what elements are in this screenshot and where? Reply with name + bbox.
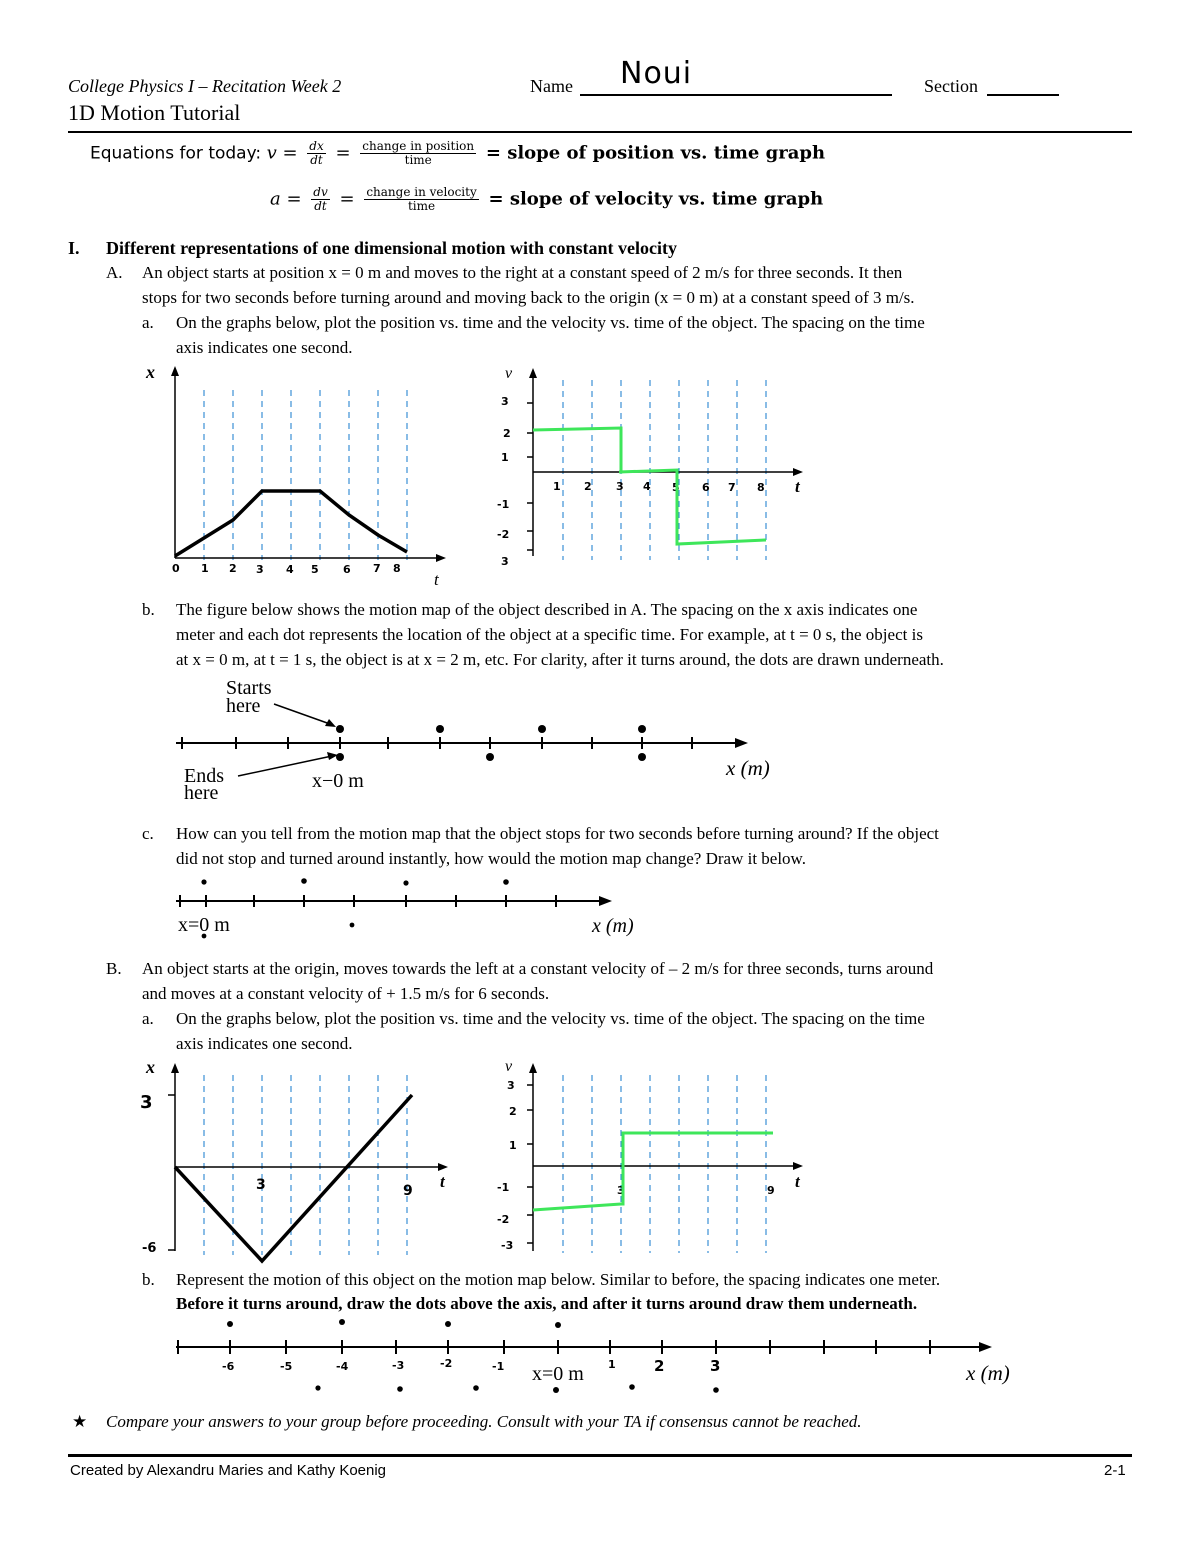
ttick-8: 8 <box>757 481 765 494</box>
graph-B-position <box>140 1055 460 1270</box>
footer-credit: Created by Alexandru Maries and Kathy Koenig <box>70 1462 387 1479</box>
frac-den: time <box>404 153 432 167</box>
xlabel-9: 9 <box>767 1184 775 1197</box>
vtick-m3: -3 <box>501 1239 514 1252</box>
part-Ab-line2: meter and each dot represents the location of the object at a specific time. For example, at t = 0 s, the object is <box>176 625 923 644</box>
x0-label: x=0 m <box>178 914 230 936</box>
lbl-3: 3 <box>710 1357 721 1375</box>
part-A-line1: An object starts at position x = 0 m and moves to the right at a constant speed of 2 m/s for three seconds. It then <box>142 263 903 282</box>
dx-dt <box>307 140 325 167</box>
lbl-m5: -5 <box>280 1360 293 1373</box>
v-rhs: = slope of position vs. time graph <box>485 142 826 164</box>
dashed-gridlines <box>563 1075 766 1253</box>
t-tick-labels <box>553 480 765 494</box>
vtick-2: 2 <box>509 1105 517 1118</box>
part-Ac-line1: How can you tell from the motion map that the object stops for two seconds before turning around? If the object <box>176 824 939 843</box>
vtick-m2: -2 <box>497 1213 510 1226</box>
tick-4: 4 <box>286 563 294 576</box>
vtick-m2: -2 <box>497 528 510 541</box>
motion-map-A <box>170 672 790 807</box>
number-line-arrow <box>599 896 612 906</box>
dt: dt <box>310 153 323 167</box>
x-axis-label: x <box>146 362 155 382</box>
x-axis-label: x <box>146 1057 155 1077</box>
y-arrow <box>171 366 179 376</box>
part-Ba-label: a. <box>142 1009 154 1028</box>
hand-dots-above <box>201 878 508 885</box>
tick-2: 2 <box>229 562 237 575</box>
x-m-label: x (m) <box>592 915 634 937</box>
part-Bb-line2: Before it turns around, draw the dots above the axis, and after it turns around draw them underneath. <box>176 1294 918 1313</box>
part-Ab-label: b. <box>142 600 155 619</box>
section-heading: Different representations of one dimensional motion with constant velocity <box>106 238 677 258</box>
name-underline <box>580 94 892 96</box>
ends-here-label: here <box>184 782 219 804</box>
a-rhs: = slope of velocity vs. time graph <box>488 188 824 210</box>
lbl-m4: -4 <box>336 1360 349 1373</box>
frac-num: change in velocity <box>366 185 477 199</box>
time-tick-labels <box>172 562 401 576</box>
part-A-label: A. <box>106 263 123 282</box>
starts-arrow <box>274 704 330 724</box>
ttick-1: 1 <box>553 480 561 493</box>
part-B-label: B. <box>106 959 122 978</box>
part-Ac-line2: did not stop and turned around instantly, how would the motion map change? Draw it below. <box>176 849 806 868</box>
vtick-m1: -1 <box>497 498 510 511</box>
tick-6: 6 <box>343 563 351 576</box>
tick-5: 5 <box>311 563 319 576</box>
t-axis-label: t <box>440 1172 445 1191</box>
starts-label: Starts <box>226 677 272 699</box>
x0-label: x=0 m <box>532 1363 584 1385</box>
v-tick-labels <box>497 395 511 568</box>
vtick-1: 1 <box>501 451 509 464</box>
x-m-label: x (m) <box>726 756 770 780</box>
y-arrow <box>529 1063 537 1073</box>
part-Bb-label: b. <box>142 1270 155 1289</box>
motion-map-c[interactable] <box>170 870 660 940</box>
t-axis-label: t <box>795 1172 800 1191</box>
footer-rule <box>68 1454 1132 1457</box>
equation-acceleration <box>270 186 823 213</box>
header-rule <box>68 131 1132 133</box>
position-curve <box>175 1095 412 1261</box>
dashed-gridlines <box>204 1075 407 1255</box>
x0-label: x−0 m <box>312 770 364 792</box>
v-axis-label: v <box>505 1058 513 1075</box>
dx: dx <box>309 139 324 153</box>
lbl-1: 1 <box>608 1358 616 1371</box>
x-m-label: x (m) <box>966 1361 1010 1385</box>
part-B-line2: and moves at a constant velocity of + 1.5 m/s for 6 seconds. <box>142 984 550 1003</box>
ttick-5: 5 <box>672 481 680 494</box>
motion-map-B[interactable] <box>170 1312 1040 1402</box>
star-icon: ★ <box>72 1412 88 1431</box>
dots-above <box>227 1319 561 1328</box>
v-tick-labels <box>497 1079 517 1252</box>
part-Ac-label: c. <box>142 824 154 843</box>
xlabel-9: 9 <box>403 1183 413 1199</box>
dots-below <box>336 753 646 761</box>
compare-note: Compare your answers to your group before proceeding. Consult with your TA if consensus cannot be reached. <box>106 1412 862 1431</box>
frac-num: change in position <box>362 139 475 153</box>
y-arrow <box>529 368 537 378</box>
xlabel-3: 3 <box>256 1177 266 1193</box>
t-axis-label: t <box>434 570 439 589</box>
part-Aa-label: a. <box>142 313 154 332</box>
lbl-m3: -3 <box>392 1359 405 1372</box>
vtick-3: 3 <box>507 1079 515 1092</box>
xlabel-3: 3 <box>617 1184 625 1197</box>
change-velocity-frac <box>364 186 478 213</box>
v-ticks <box>527 1085 533 1243</box>
vtick-m3: 3 <box>501 555 509 568</box>
dv: dv <box>313 185 328 199</box>
equations-intro: Equations for today: <box>90 143 267 164</box>
tick-3: 3 <box>256 563 264 576</box>
page-number: 2-1 <box>1104 1462 1126 1479</box>
equation-velocity <box>90 140 825 167</box>
t-arrow <box>793 1162 803 1170</box>
eq-sign: = <box>335 142 351 164</box>
part-B-line1: An object starts at the origin, moves towards the left at a constant velocity of – 2 m/s for three seconds, turns around <box>142 959 934 978</box>
vtick-2: 2 <box>503 427 511 440</box>
dt: dt <box>314 199 327 213</box>
dots-above <box>336 725 646 733</box>
ttick-7: 7 <box>728 481 736 494</box>
y-arrow <box>171 1063 179 1073</box>
lbl-m6: -6 <box>222 1360 235 1373</box>
change-position-frac <box>360 140 476 167</box>
part-Ab-line3: at x = 0 m, at t = 1 s, the object is at x = 2 m, etc. For clarity, after it turns around, the dots are drawn underneath. <box>176 650 944 669</box>
x-arrow <box>436 554 446 562</box>
tick-8: 8 <box>393 562 401 575</box>
a-lhs: a = <box>270 188 302 210</box>
t-axis-label: t <box>795 477 800 496</box>
graph-B-velocity <box>495 1055 815 1255</box>
graph-A-position <box>140 360 460 590</box>
starts-here-label: here <box>226 695 261 717</box>
ttick-3: 3 <box>616 480 624 493</box>
tick-1: 1 <box>201 562 209 575</box>
ttick-4: 4 <box>643 480 651 493</box>
t-arrow <box>793 468 803 476</box>
tick-7: 7 <box>373 562 381 575</box>
section-underline[interactable] <box>987 94 1059 96</box>
part-Ab-line1: The figure below shows the motion map of the object described in A. The spacing on the x axis indicates one <box>176 600 918 619</box>
vtick-1: 1 <box>509 1139 517 1152</box>
hand-tick-labels <box>222 1357 720 1375</box>
number-line-arrow <box>979 1342 992 1352</box>
dots-below <box>315 1384 718 1393</box>
part-Aa-line2: axis indicates one second. <box>176 338 353 357</box>
section-label: Section <box>924 76 978 96</box>
name-label: Name <box>530 76 573 96</box>
course-title: College Physics I – Recitation Week 2 <box>68 76 342 96</box>
ylabel-m6: -6 <box>142 1241 157 1256</box>
number-line-arrow <box>735 738 748 748</box>
vtick-m1: -1 <box>497 1181 510 1194</box>
v-ticks <box>527 403 533 550</box>
frac-den: time <box>407 199 436 213</box>
lbl-m2: -2 <box>440 1357 453 1370</box>
ends-label: Ends <box>184 765 224 787</box>
page-title: 1D Motion Tutorial <box>68 100 241 125</box>
t-arrow <box>438 1163 448 1171</box>
lbl-m1: -1 <box>492 1360 505 1373</box>
dv-dt <box>311 186 329 213</box>
part-Bb-line1: Represent the motion of this object on the motion map below. Similar to before, the spacing indicates one meter. <box>176 1270 941 1289</box>
name-value[interactable]: Noui <box>620 56 693 91</box>
part-Ba-line2: axis indicates one second. <box>176 1034 353 1053</box>
ttick-2: 2 <box>584 480 592 493</box>
vtick-3: 3 <box>501 395 509 408</box>
section-number: I. <box>68 238 80 258</box>
ylabel-3: 3 <box>140 1092 153 1113</box>
part-Aa-line1: On the graphs below, plot the position vs. time and the velocity vs. time of the object. The spacing on the time <box>176 313 925 332</box>
part-A-line2: stops for two seconds before turning around and moving back to the origin (x = 0 m) at a constant speed of 3 m/s. <box>142 288 915 307</box>
v-lhs: v = <box>266 142 298 164</box>
lbl-2: 2 <box>654 1357 665 1375</box>
graph-A-velocity <box>495 360 815 580</box>
ttick-6: 6 <box>702 481 710 494</box>
v-axis-label: v <box>505 365 513 382</box>
part-Ba-line1: On the graphs below, plot the position vs. time and the velocity vs. time of the object. The spacing on the time <box>176 1009 925 1028</box>
tick-0: 0 <box>172 562 180 575</box>
eq-sign: = <box>339 188 355 210</box>
